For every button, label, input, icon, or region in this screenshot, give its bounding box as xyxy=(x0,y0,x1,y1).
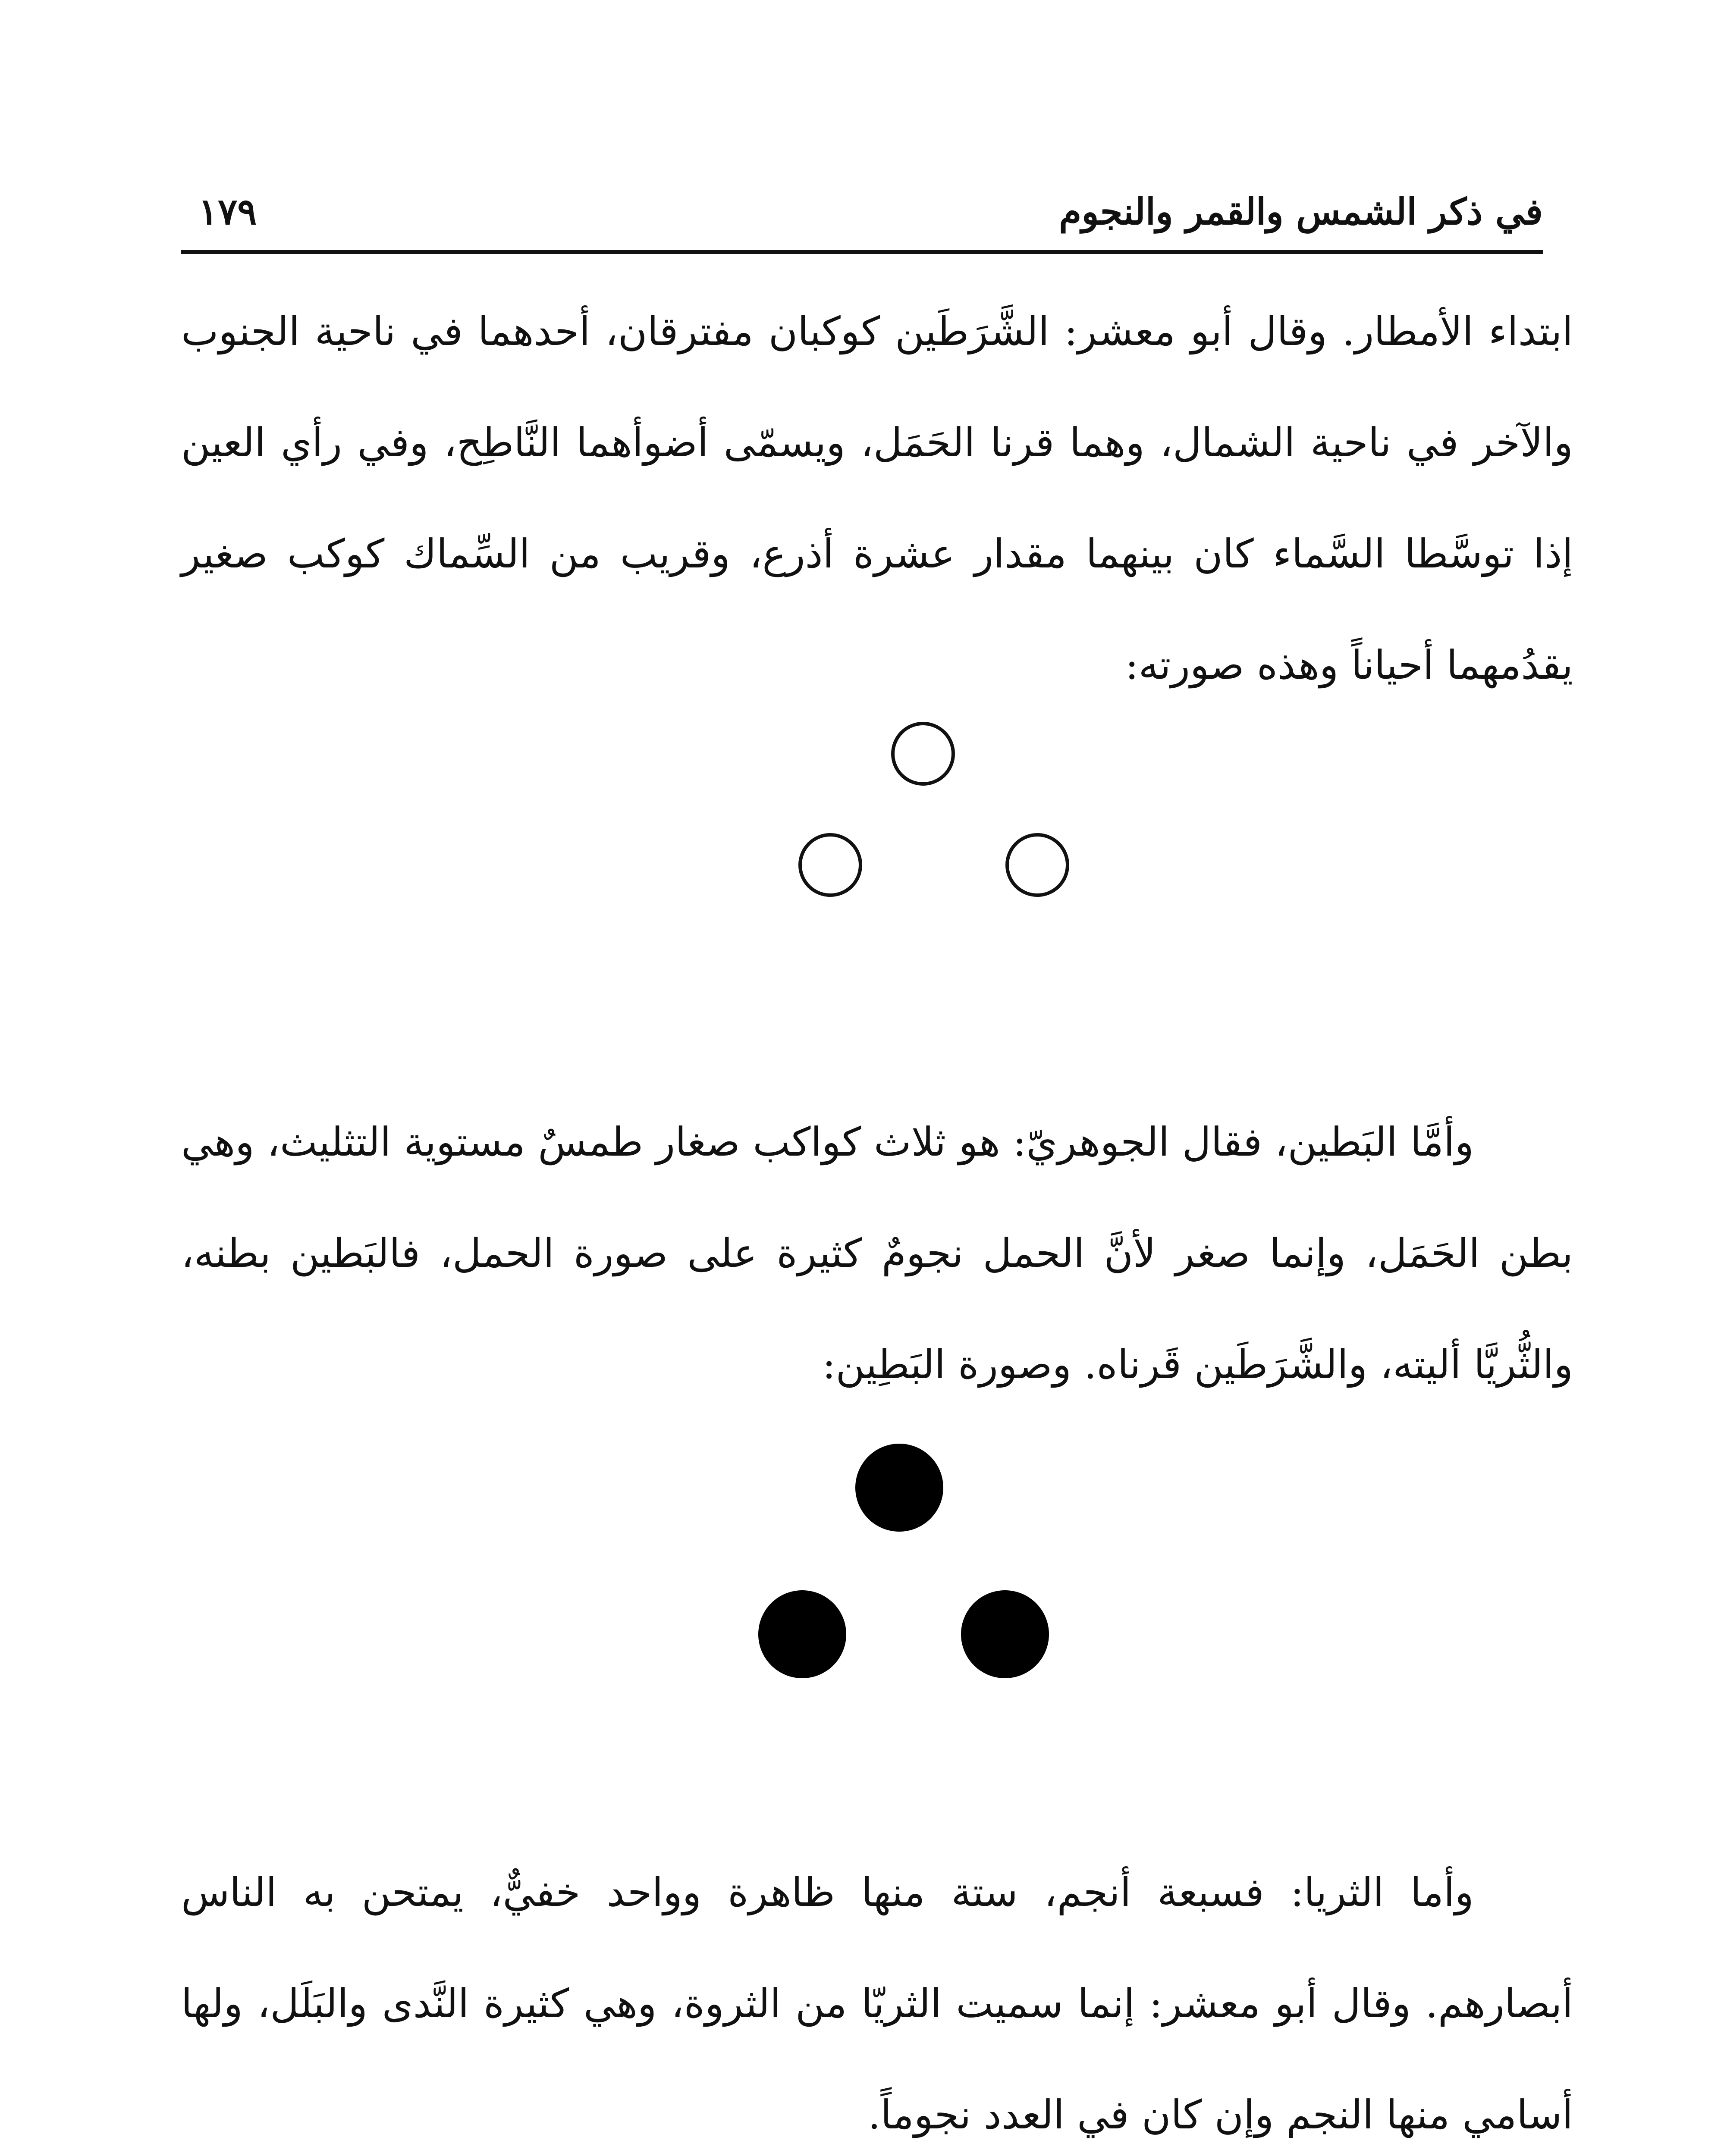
paragraph-thalabi xyxy=(181,2134,1573,2156)
star-hollow-top xyxy=(893,724,953,784)
page-header xyxy=(181,172,1543,254)
star-filled-left xyxy=(758,1590,846,1678)
butain-star-diagram xyxy=(0,1423,1724,1725)
sharatain-star-diagram xyxy=(0,707,1724,906)
page-number: ١٧٩ xyxy=(198,190,257,233)
star-hollow-right xyxy=(1007,835,1068,895)
star-hollow-left xyxy=(800,835,860,895)
paragraph-thurayya: وأما الثريا: فسبعة أنجم، ستة منها ظاهرة وواحد خفيٌّ، يمتحن به الناس أبصارهم. وقال أبو معشر: إنما سميت الثريّا من الثروة، وهي كثيرة النَّدى والبَلَل، ولها أسامي منها النجم وإن كان في العدد نجوماً. xyxy=(181,1869,1573,2138)
paragraph-butain: وأمَّا البَطين، فقال الجوهريّ: هو ثلاث كواكب صغار طمسٌ مستوية التثليث، وهي بطن الحَمَل، وإنما صغر لأنَّ الحمل نجومٌ كثيرة على صورة الحمل، فالبَطين بطنه، والثُّريَّا أليته، والشَّرَطَين قَرناه. وصورة البَطِين: xyxy=(181,1119,1573,1388)
star-filled-top xyxy=(855,1444,943,1532)
paragraph-sharatain: ابتداء الأمطار. وقال أبو معشر: الشَّرَطَين كوكبان مفترقان، أحدهما في ناحية الجنوب والآخر في ناحية الشمال، وهما قرنا الحَمَل، ويسمّى أضوأهما النَّاطِح، وفي رأي العين إذا توسَّطا السَّماء كان بينهما مقدار عشرة أذرع، وقريب من السِّماك كوكب صغير يقدُمهما أحياناً وهذه صورته: xyxy=(181,308,1573,688)
star-filled-right xyxy=(961,1590,1049,1678)
running-title: في ذكر الشمس والقمر والنجوم xyxy=(1059,190,1543,233)
